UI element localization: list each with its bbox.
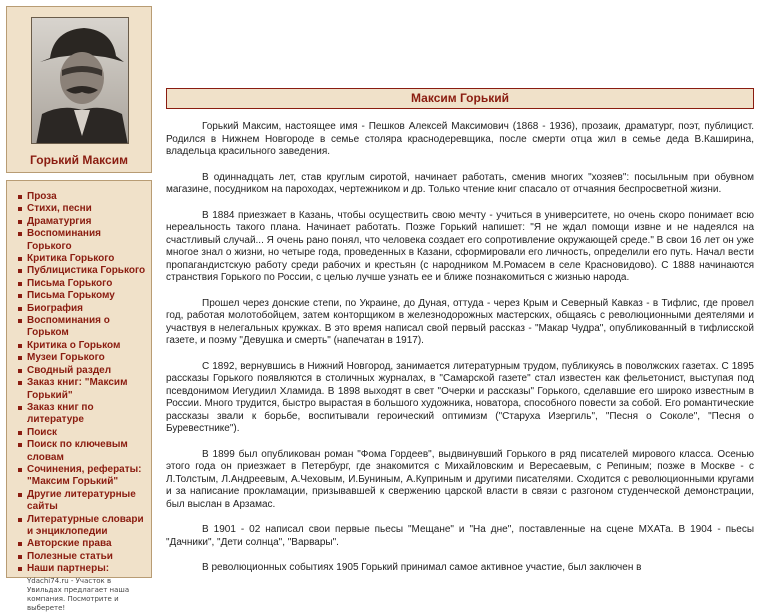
article-paragraph: В одиннадцать лет, став круглым сиротой, начинает работать, сменив многих "хозяев": посыльным при обувном магазине, посудником на пароходах, чертежником и др. Только чтение книг спасало от отчаяния беспросветной жизни. — [166, 171, 754, 195]
menu-item-label: Авторские права — [27, 538, 112, 550]
bullet-icon — [18, 356, 22, 360]
bullet-icon — [18, 294, 22, 298]
bullet-icon — [18, 220, 22, 224]
menu-item-kritika-gorkogo[interactable] — [18, 253, 147, 265]
bullet-icon — [18, 555, 22, 559]
article-paragraph: В революционных событиях 1905 Горький принимал самое активное участие, был заключен в — [202, 562, 642, 573]
menu-item-stihi[interactable] — [18, 203, 147, 215]
article-body — [166, 121, 754, 588]
author-portrait-image — [32, 18, 129, 144]
menu-item-muzei[interactable] — [18, 352, 147, 364]
bullet-icon — [18, 207, 22, 211]
bullet-icon — [18, 369, 22, 373]
partner-promo-link[interactable]: Ydachi74.ru - Участок в Увильдах предлагает наша компания. Посмотрите и выберете! — [27, 576, 130, 612]
menu-item-kritika-o-gorkom[interactable] — [18, 340, 147, 352]
bullet-icon — [18, 406, 22, 410]
bullet-icon — [18, 567, 22, 571]
menu-item-poisk[interactable] — [18, 427, 147, 439]
article-paragraph: В 1899 был опубликован роман "Фома Гордеев", выдвинувший Горького в ряд писателей мирового класса. Осенью этого года он приезжает в Петербург, где знакомится с Михайловским и Вересаевым, с Репиным; позже в Москве - с Л.Толстым, Л.Андреевым, А.Чеховым, И.Буниным, А.Куприным и другими писателями. Сходится с революционными кругами и за написание прокламации, призывавшей к свержению царской власти в связи с разгоном студенческой демонстрации, был выслан в Арзамас. — [166, 448, 754, 510]
author-name: Горький Максим — [30, 153, 128, 167]
sidebar-menu — [6, 180, 152, 612]
menu-item-poleznye-stati[interactable] — [18, 551, 147, 563]
menu-item-label: Литературные словари и энциклопедии — [27, 513, 144, 537]
menu-item-label: Наши партнеры: — [27, 563, 110, 575]
menu-item-label: Биография — [27, 302, 84, 314]
menu-item-label: Письма Горького — [27, 277, 113, 289]
menu-item-vospominaniya-gorkogo[interactable] — [18, 228, 147, 253]
article-paragraph: Горький Максим, настоящее имя - Пешков Алексей Максимович (1868 - 1936), прозаик, драматург, поэт, публицист. Родился в Нижнем Новгороде в семье столяра краснодеревщика, после смерти отца жил в семье деда В.Каширина, владельца красильного заведения. — [166, 121, 754, 157]
menu-item-label: Сводный раздел — [27, 364, 112, 376]
menu-item-vospominaniya-o-gorkom[interactable] — [18, 315, 147, 340]
menu-item-label: Заказ книг по литературе — [27, 401, 94, 426]
menu-item-label: Поиск по ключевым словам — [27, 439, 128, 463]
menu-item-zakaz-knig-gorkii[interactable] — [18, 377, 147, 402]
bullet-icon — [18, 282, 22, 286]
menu-item-zakaz-knig-literatura[interactable] — [18, 402, 147, 427]
menu-item-biografiya[interactable] — [18, 303, 147, 315]
bullet-icon — [18, 195, 22, 199]
menu-item-label: Публицистика Горького — [27, 265, 146, 277]
bullet-icon — [18, 468, 22, 472]
bullet-icon — [18, 381, 22, 385]
menu-item-publitsistika[interactable] — [18, 265, 147, 277]
bullet-icon — [18, 443, 22, 447]
bullet-icon — [18, 257, 22, 261]
menu-item-label: Поиск — [27, 426, 58, 438]
menu-item-dramaturgiya[interactable] — [18, 216, 147, 228]
menu-item-avtorskie-prava[interactable] — [18, 538, 147, 550]
bullet-icon — [18, 431, 22, 435]
menu-item-pisma-gorkogo[interactable] — [18, 278, 147, 290]
menu-item-label: Воспоминания Горького — [27, 228, 101, 252]
menu-item-pisma-gorkomu[interactable] — [18, 290, 147, 302]
menu-item-label: Проза — [27, 191, 57, 202]
bullet-icon — [18, 319, 22, 323]
bullet-icon — [18, 232, 22, 236]
menu-item-sochineniya[interactable] — [18, 464, 147, 489]
bullet-icon — [18, 518, 22, 522]
menu-item-label: Стихи, песни — [27, 203, 92, 215]
bullet-icon — [18, 307, 22, 311]
menu-item-partnery — [18, 563, 147, 575]
bullet-icon — [18, 493, 22, 497]
sidebar-author-panel — [6, 6, 152, 173]
bullet-icon — [18, 542, 22, 546]
menu-item-label: Критика Горького — [27, 253, 115, 265]
menu-item-label: Воспоминания о Горьком — [27, 315, 110, 339]
menu-item-slovari[interactable] — [18, 514, 147, 539]
menu-item-label: Сочинения, рефераты: "Максим Горький" — [27, 463, 142, 488]
article-paragraph: В 1884 приезжает в Казань, чтобы осуществить свою мечту - учиться в университете, но очень скоро понимает всю нереальность такого плана. Начинает работать. Позже Горький напишет: "Я не ждал помощи извне и не надеялся на счастливый случай... Я очень рано понял, что человека создает его сопротивление окружающей среде." В свои 16 лет он уже многое знал о жизни, но четыре года, проведенных в Казани, сформировали его личность, определили его путь. Начал вести пропагандистскую работу среди рабочих и крестьян (с народником М.Ромасем в селе Красновидово). С 1888 начинаются странствия Горького по России, с целью лучше узнать ее и ближе познакомиться с жизнью народа. — [166, 209, 754, 283]
menu-item-poisk-po-slovam[interactable] — [18, 439, 147, 464]
menu-item-label: Драматургия — [27, 215, 92, 227]
article-paragraph: Прошел через донские степи, по Украине, до Дуная, оттуда - через Крым и Северный Кавказ - в Тифлис, где провел год, работая молотобойцем, затем конторщиком в железнодорожных мастерских, общаясь с революционными деятелями и участвуя в нелегальных кружках. В это время написал свой первый рассказ - "Макар Чудра", опубликованный в тифлисской газете, и поэму "Девушка и смерть" (напечатан в 1917). — [166, 297, 754, 346]
bullet-icon — [18, 344, 22, 348]
menu-item-label: Полезные статьи — [27, 550, 113, 562]
sidebar-menu-list — [18, 191, 147, 576]
menu-item-label: Другие литературные сайты — [27, 488, 136, 513]
author-portrait — [31, 17, 129, 144]
page-title: Максим Горький — [166, 88, 754, 109]
menu-item-label: Критика о Горьком — [27, 339, 121, 351]
menu-item-label: Заказ книг: "Максим Горький" — [27, 377, 128, 401]
article-paragraph: С 1892, вернувшись в Нижний Новгород, занимается литературным трудом, публикуясь в поволжских газетах. С 1895 рассказы Горького появляются в столичных журналах, в "Самарской газете" стал известен как фельетонист, выступая под псевдонимом Иегудиил Хламида. В 1898 выходят в свет "Очерки и рассказы" Горького, сделавшие его широко известным в России. Много трудится, быстро вырастая в большого художника, новатора, способного повести за собой. Его романтические рассказы звали к борьбе, воспитывали героический оптимизм ("Старуха Изергиль", "Песня о Соколе", "Песня о Буревестнике"). — [166, 360, 754, 434]
menu-item-drugie-saity[interactable] — [18, 489, 147, 514]
menu-item-proza[interactable] — [18, 191, 147, 203]
menu-item-label: Музеи Горького — [27, 352, 105, 364]
bullet-icon — [18, 269, 22, 273]
menu-item-svodnyi-razdel[interactable] — [18, 365, 147, 377]
menu-item-label: Письма Горькому — [27, 290, 115, 302]
article-paragraph: В 1901 - 02 написал свои первые пьесы "Мещане" и "На дне", поставленные на сцене МХАТа. В 1904 - пьесы "Дачники", "Дети солнца", "Варвары". — [166, 524, 754, 548]
